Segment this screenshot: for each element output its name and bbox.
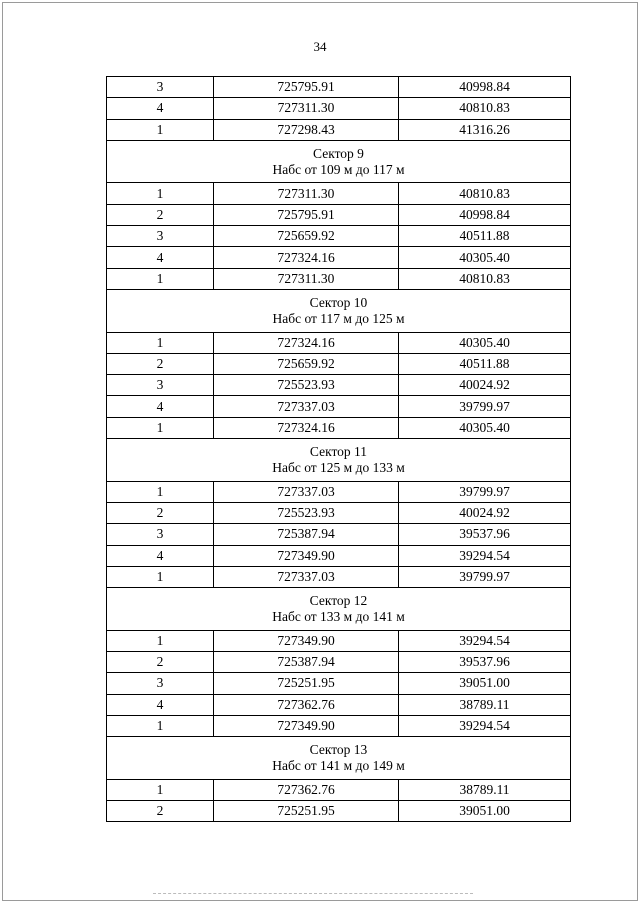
x-coordinate-cell: 727337.03 xyxy=(214,481,399,502)
y-coordinate-cell: 40810.83 xyxy=(399,183,571,204)
x-coordinate-cell: 727337.03 xyxy=(214,396,399,417)
table-row xyxy=(107,204,571,225)
point-number-cell: 1 xyxy=(107,417,214,438)
y-coordinate-cell: 40810.83 xyxy=(399,98,571,119)
sector-header xyxy=(107,140,571,183)
x-coordinate-cell: 727324.16 xyxy=(214,247,399,268)
point-number-cell: 4 xyxy=(107,247,214,268)
x-coordinate-cell: 727337.03 xyxy=(214,566,399,587)
y-coordinate-cell: 40305.40 xyxy=(399,247,571,268)
sector-name: Сектор 12 xyxy=(309,592,368,608)
y-coordinate-cell: 40024.92 xyxy=(399,375,571,396)
table-row xyxy=(107,566,571,587)
table-row xyxy=(107,77,571,98)
x-coordinate-cell: 727324.16 xyxy=(214,417,399,438)
page-number: 34 xyxy=(313,39,327,54)
point-number-cell: 2 xyxy=(107,353,214,374)
y-coordinate-cell: 39294.54 xyxy=(399,630,571,651)
y-coordinate-cell: 40511.88 xyxy=(399,226,571,247)
table-row xyxy=(107,183,571,204)
x-coordinate-cell: 725795.91 xyxy=(214,77,399,98)
sector-height-range: Набс от 109 м до 117 м xyxy=(272,161,405,177)
table-row xyxy=(107,98,571,119)
y-coordinate-cell: 39537.96 xyxy=(399,652,571,673)
table-row xyxy=(107,694,571,715)
y-coordinate-cell: 40024.92 xyxy=(399,502,571,523)
x-coordinate-cell: 725659.92 xyxy=(214,226,399,247)
table-row xyxy=(107,481,571,502)
table-row xyxy=(107,417,571,438)
point-number-cell: 3 xyxy=(107,77,214,98)
table-row xyxy=(107,630,571,651)
y-coordinate-cell: 39294.54 xyxy=(399,545,571,566)
table-row xyxy=(107,715,571,736)
point-number-cell: 2 xyxy=(107,652,214,673)
point-number-cell: 3 xyxy=(107,524,214,545)
point-number-cell: 1 xyxy=(107,268,214,289)
table-row xyxy=(107,332,571,353)
x-coordinate-cell: 727349.90 xyxy=(214,630,399,651)
point-number-cell: 3 xyxy=(107,226,214,247)
x-coordinate-cell: 725251.95 xyxy=(214,801,399,822)
sector-header xyxy=(107,588,571,631)
table-row xyxy=(107,247,571,268)
point-number-cell: 4 xyxy=(107,694,214,715)
x-coordinate-cell: 725523.93 xyxy=(214,375,399,396)
document-page xyxy=(2,2,638,901)
sector-header xyxy=(107,439,571,482)
table-row xyxy=(107,779,571,800)
x-coordinate-cell: 727362.76 xyxy=(214,779,399,800)
x-coordinate-cell: 727349.90 xyxy=(214,715,399,736)
point-number-cell: 1 xyxy=(107,481,214,502)
table-row xyxy=(107,524,571,545)
y-coordinate-cell: 39537.96 xyxy=(399,524,571,545)
table-row xyxy=(107,801,571,822)
sector-header-row xyxy=(107,737,571,780)
y-coordinate-cell: 40305.40 xyxy=(399,332,571,353)
y-coordinate-cell: 39294.54 xyxy=(399,715,571,736)
sector-header-row xyxy=(107,588,571,631)
sector-height-range: Набс от 117 м до 125 м xyxy=(272,310,405,326)
x-coordinate-cell: 727324.16 xyxy=(214,332,399,353)
sector-height-range: Набс от 133 м до 141 м xyxy=(272,608,405,624)
y-coordinate-cell: 39799.97 xyxy=(399,566,571,587)
y-coordinate-cell: 39799.97 xyxy=(399,396,571,417)
scan-edge-mark xyxy=(153,893,473,894)
y-coordinate-cell: 39051.00 xyxy=(399,801,571,822)
x-coordinate-cell: 727311.30 xyxy=(214,98,399,119)
y-coordinate-cell: 40810.83 xyxy=(399,268,571,289)
x-coordinate-cell: 725251.95 xyxy=(214,673,399,694)
sector-name: Сектор 9 xyxy=(313,145,364,161)
sector-height-range: Набс от 141 м до 149 м xyxy=(272,758,405,773)
point-number-cell: 4 xyxy=(107,98,214,119)
point-number-cell: 1 xyxy=(107,119,214,140)
table-row xyxy=(107,226,571,247)
x-coordinate-cell: 725659.92 xyxy=(214,353,399,374)
y-coordinate-cell: 40998.84 xyxy=(399,77,571,98)
x-coordinate-cell: 727349.90 xyxy=(214,545,399,566)
x-coordinate-cell: 725795.91 xyxy=(214,204,399,225)
sector-header xyxy=(107,289,571,332)
coordinates-table xyxy=(106,76,571,822)
sector-name: Сектор 13 xyxy=(309,742,368,757)
y-coordinate-cell: 40305.40 xyxy=(399,417,571,438)
x-coordinate-cell: 727311.30 xyxy=(214,268,399,289)
point-number-cell: 4 xyxy=(107,396,214,417)
point-number-cell: 2 xyxy=(107,502,214,523)
table-row xyxy=(107,673,571,694)
point-number-cell: 2 xyxy=(107,204,214,225)
y-coordinate-cell: 39799.97 xyxy=(399,481,571,502)
x-coordinate-cell: 725387.94 xyxy=(214,652,399,673)
point-number-cell: 3 xyxy=(107,673,214,694)
point-number-cell: 3 xyxy=(107,375,214,396)
table-row xyxy=(107,119,571,140)
y-coordinate-cell: 41316.26 xyxy=(399,119,571,140)
x-coordinate-cell: 727362.76 xyxy=(214,694,399,715)
table-row xyxy=(107,375,571,396)
sector-header xyxy=(107,737,571,780)
point-number-cell: 1 xyxy=(107,332,214,353)
table-row xyxy=(107,502,571,523)
table-row xyxy=(107,268,571,289)
sector-name: Сектор 11 xyxy=(309,443,368,459)
x-coordinate-cell: 725387.94 xyxy=(214,524,399,545)
point-number-cell: 1 xyxy=(107,183,214,204)
table-row xyxy=(107,652,571,673)
point-number-cell: 1 xyxy=(107,715,214,736)
point-number-cell: 4 xyxy=(107,545,214,566)
sector-name: Сектор 10 xyxy=(309,294,368,310)
sector-header-row xyxy=(107,439,571,482)
sector-height-range: Набс от 125 м до 133 м xyxy=(272,459,405,475)
y-coordinate-cell: 40998.84 xyxy=(399,204,571,225)
sector-header-row xyxy=(107,289,571,332)
y-coordinate-cell: 38789.11 xyxy=(399,694,571,715)
table-row xyxy=(107,396,571,417)
sector-header-row xyxy=(107,140,571,183)
table-row xyxy=(107,353,571,374)
coordinates-table-body xyxy=(107,77,571,822)
point-number-cell: 1 xyxy=(107,630,214,651)
y-coordinate-cell: 40511.88 xyxy=(399,353,571,374)
point-number-cell: 2 xyxy=(107,801,214,822)
point-number-cell: 1 xyxy=(107,779,214,800)
x-coordinate-cell: 727311.30 xyxy=(214,183,399,204)
y-coordinate-cell: 38789.11 xyxy=(399,779,571,800)
x-coordinate-cell: 727298.43 xyxy=(214,119,399,140)
y-coordinate-cell: 39051.00 xyxy=(399,673,571,694)
table-row xyxy=(107,545,571,566)
point-number-cell: 1 xyxy=(107,566,214,587)
x-coordinate-cell: 725523.93 xyxy=(214,502,399,523)
